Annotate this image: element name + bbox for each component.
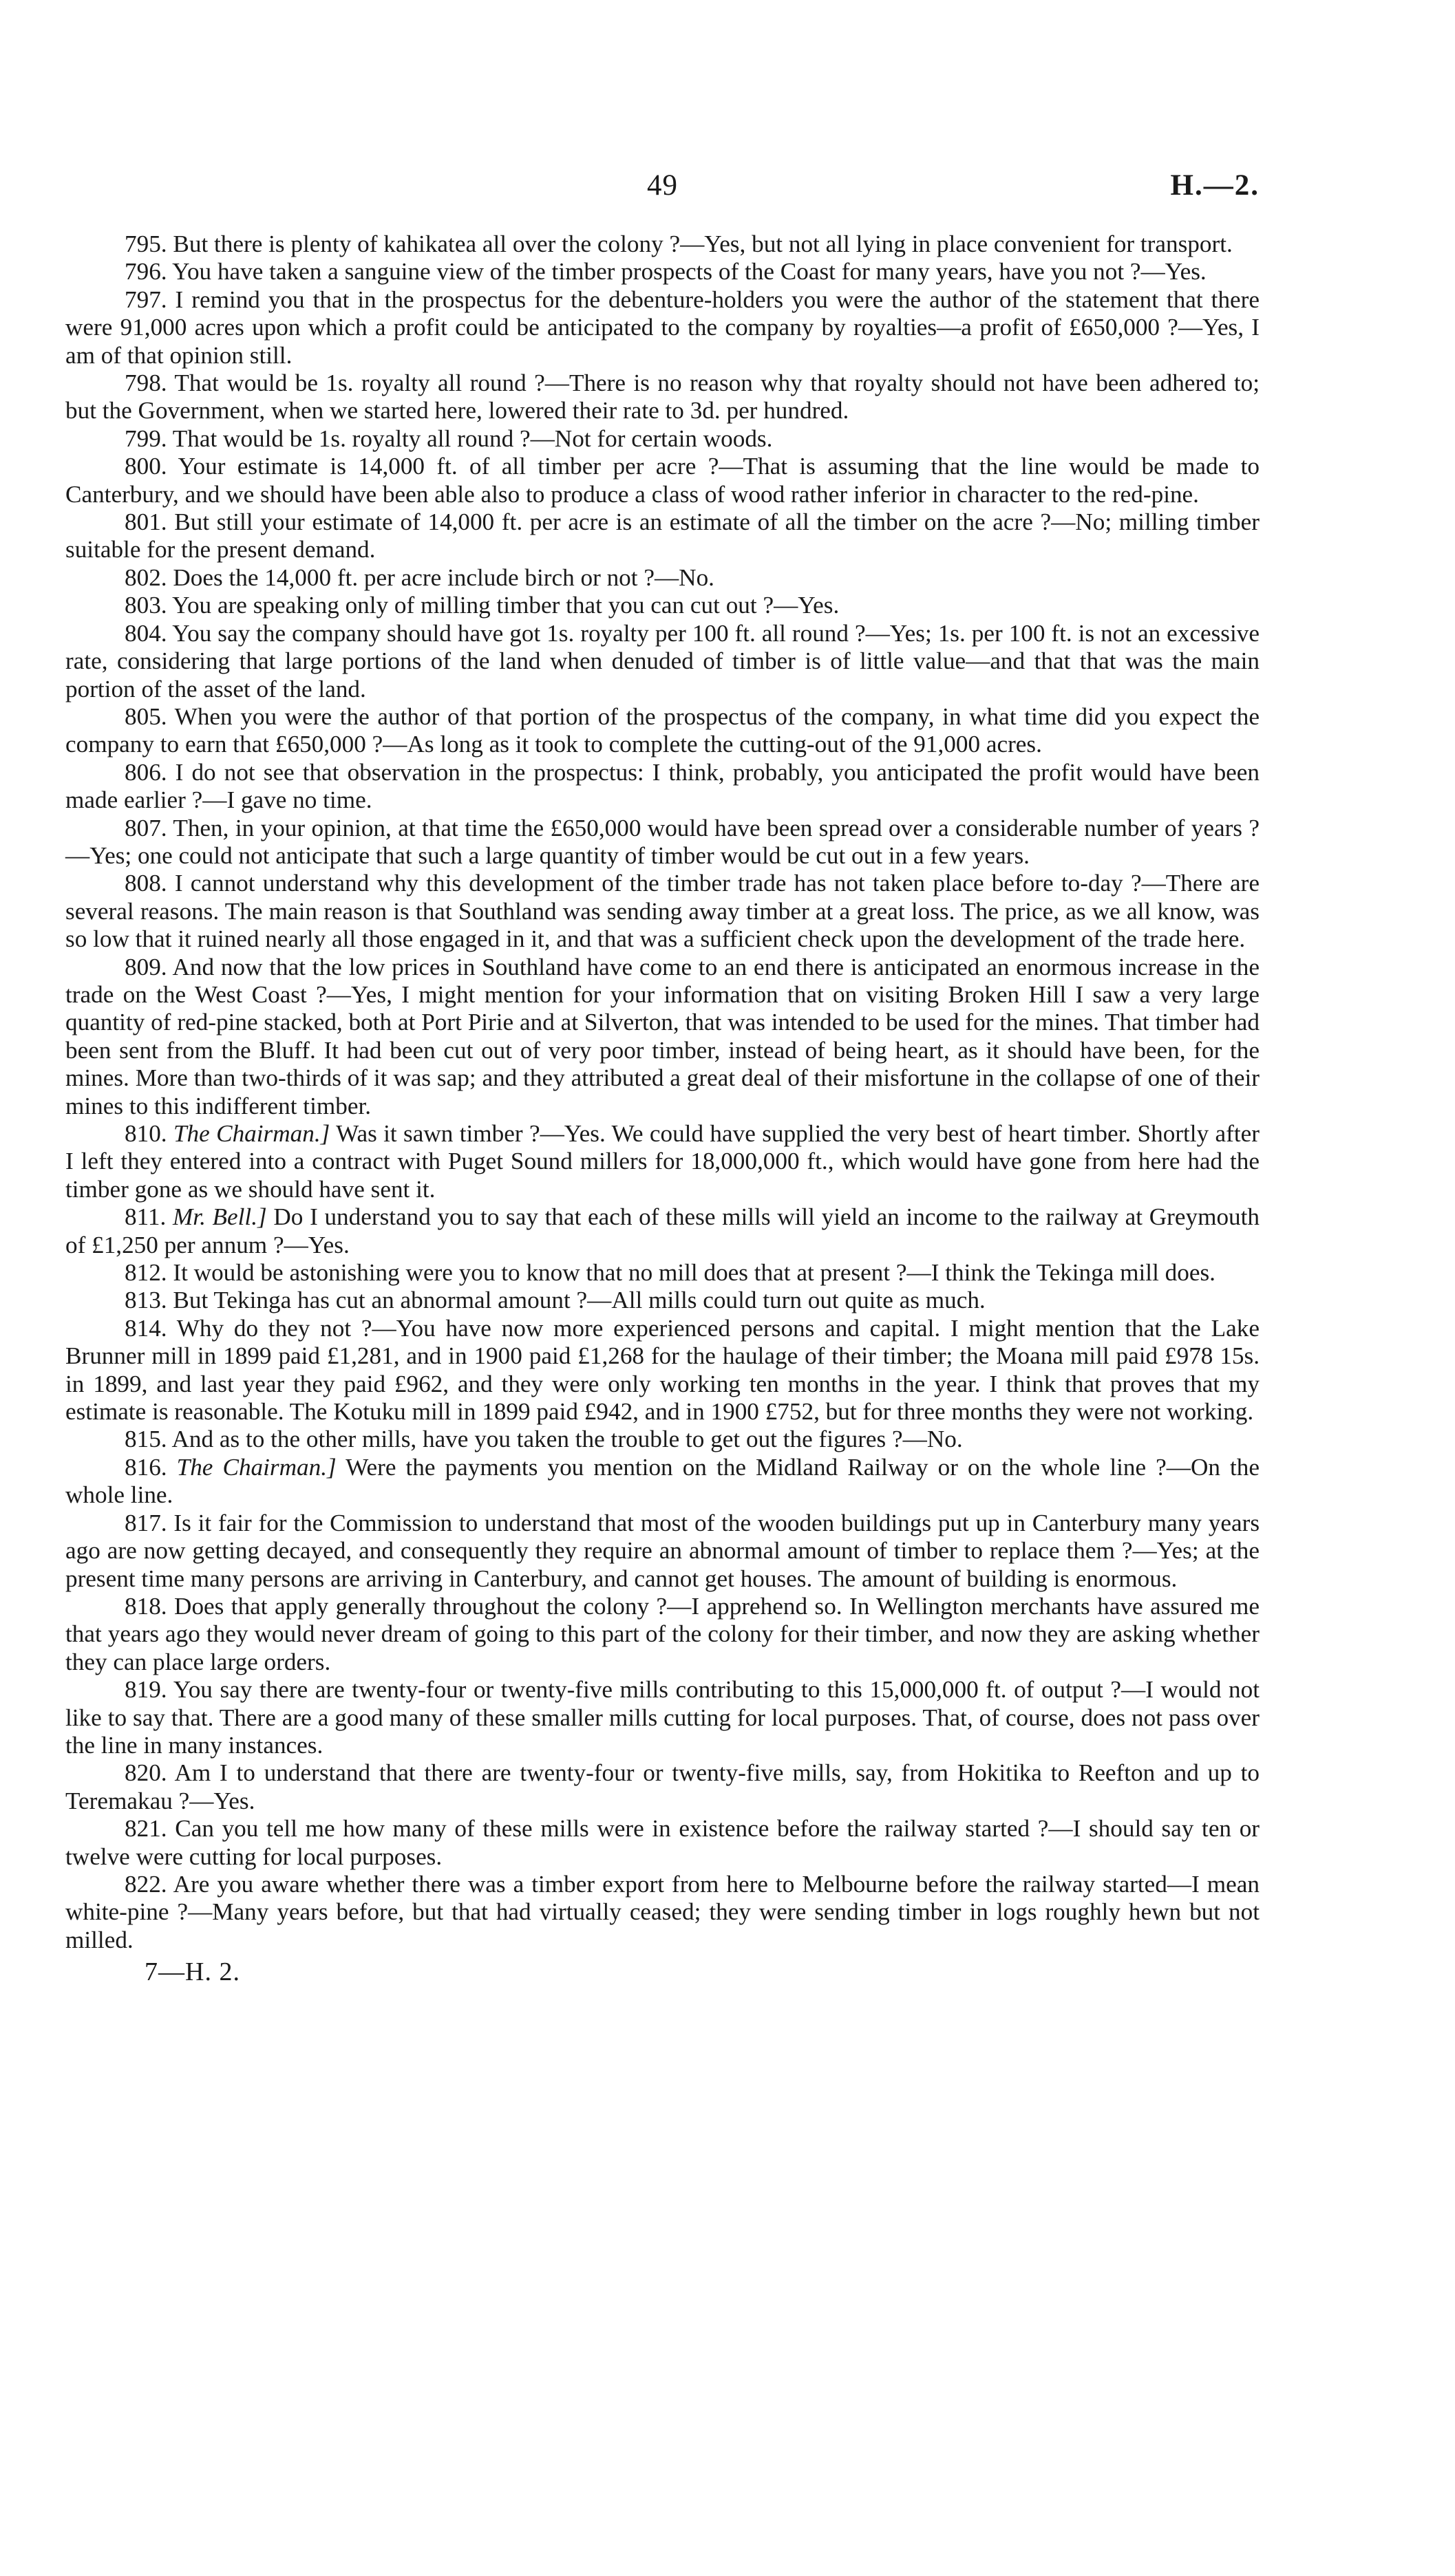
question-number: 814. <box>125 1314 167 1342</box>
question-paragraph <box>65 1454 1260 1510</box>
question-number: 812. <box>125 1259 167 1287</box>
question-number: 811. <box>125 1203 167 1231</box>
question-paragraph <box>65 620 1260 703</box>
question-number: 815. <box>125 1426 167 1453</box>
question-paragraph <box>65 286 1260 369</box>
question-paragraph <box>65 1759 1260 1815</box>
question-number: 801. <box>125 508 167 536</box>
question-paragraph <box>65 954 1260 1120</box>
question-text: Was it sawn timber ?—Yes. We could have supplied the very best of heart timber. Shortly after I left they entered into a contract with Puget Sound millers for 18,000,000 ft., which would have gone from here had the timber gone as we should have sent it. <box>65 1120 1260 1203</box>
question-text: You say the company should have got 1s. royalty per 100 ft. all round ?—Yes; 1s. per 100 ft. is not an excessive rate, considering that large portions of the land when denuded of timber is of little value—and that that was the main portion of the asset of the land. <box>65 619 1260 702</box>
question-text: Do I understand you to say that each of these mills will yield an income to the railway at Greymouth of £1,250 per annum ?—Yes. <box>65 1203 1260 1258</box>
question-paragraph <box>65 1259 1260 1287</box>
question-paragraph <box>65 815 1260 870</box>
question-number: 795. <box>125 230 167 257</box>
question-paragraph <box>65 425 1260 453</box>
question-text: That would be 1s. royalty all round ?—There is no reason why that royalty should not have been adhered to; but the Government, when we started here, lowered their rate to 3d. per hundred. <box>65 369 1260 425</box>
question-text: Can you tell me how many of these mills were in existence before the railway started ?—I should say ten or twelve were cutting for local purposes. <box>65 1815 1260 1870</box>
question-text: Is it fair for the Commission to understand that most of the wooden buildings put up in Canterbury many years ago are now getting decayed, and consequently they require an abnormal amount of timber to replace them ?—Yes; at the present time many persons are arriving in Canterbury, and cannot get houses. The amount of building is enormous. <box>65 1509 1260 1592</box>
question-number: 797. <box>125 286 167 313</box>
question-paragraph <box>65 759 1260 815</box>
question-number: 807. <box>125 814 167 841</box>
question-text: That would be 1s. royalty all round ?—Not for certain woods. <box>172 425 773 452</box>
speaker-label: The Chairman.] <box>173 1120 330 1147</box>
question-number: 799. <box>125 425 167 452</box>
question-paragraph <box>65 703 1260 759</box>
question-paragraph <box>65 1120 1260 1203</box>
question-paragraph <box>65 453 1260 508</box>
question-text: Does that apply generally throughout the colony ?—I apprehend so. In Wellington merchants have assured me that years ago they would never dream of going to this part of the colony for their timber, and now they are asking whether they can place large orders. <box>65 1592 1260 1675</box>
question-paragraph <box>65 369 1260 425</box>
question-number: 816. <box>125 1453 167 1481</box>
question-number: 808. <box>125 870 167 897</box>
question-text: I remind you that in the prospectus for the debenture-holders you were the author of the statement that there were 91,000 acres upon which a profit could be anticipated to the company by royalties—a profit of £650,000 ?—Yes, I am of that opinion still. <box>65 286 1260 369</box>
question-text: But Tekinga has cut an abnormal amount ?—All mills could turn out quite as much. <box>173 1287 986 1314</box>
question-text: You say there are twenty-four or twenty-five mills contributing to this 15,000,000 ft. of output ?—I would not like to say that. There are a good many of these smaller mills cutting for local purposes. That, of course, does not pass over the line in many instances. <box>65 1676 1260 1759</box>
question-text: When you were the author of that portion of the prospectus of the company, in what time did you expect the company to earn that £650,000 ?—As long as it took to complete the cutting-out of the 91,000 acres. <box>65 702 1260 758</box>
document-code: H.—2. <box>1170 169 1260 202</box>
question-paragraph <box>65 564 1260 592</box>
question-paragraph <box>65 230 1260 258</box>
question-number: 803. <box>125 592 167 619</box>
page-header <box>65 169 1260 210</box>
question-text: You have taken a sanguine view of the timber prospects of the Coast for many years, have you not ?—Yes. <box>172 258 1207 286</box>
question-number: 818. <box>125 1592 167 1620</box>
question-text: Your estimate is 14,000 ft. of all timber per acre ?—That is assuming that the line would be made to Canterbury, and we should have been able also to produce a class of wood rather inferior in character to the red-pine. <box>65 453 1260 508</box>
question-text: Does the 14,000 ft. per acre include birch or not ?—No. <box>173 564 714 591</box>
question-paragraph <box>65 1815 1260 1871</box>
question-number: 820. <box>125 1759 167 1787</box>
question-text: You are speaking only of milling timber that you can cut out ?—Yes. <box>172 592 840 619</box>
question-text: And as to the other mills, have you taken the trouble to get out the figures ?—No. <box>171 1426 963 1453</box>
question-number: 804. <box>125 619 167 647</box>
evidence-text <box>65 230 1260 1954</box>
question-text: But there is plenty of kahikatea all over the colony ?—Yes, but not all lying in place convenient for transport. <box>173 230 1233 257</box>
question-number: 817. <box>125 1509 167 1536</box>
question-number: 810. <box>125 1120 167 1147</box>
speaker-label: The Chairman.] <box>176 1453 337 1481</box>
question-paragraph <box>65 1426 1260 1453</box>
question-text: It would be astonishing were you to know that no mill does that at present ?—I think the Tekinga mill does. <box>173 1259 1215 1287</box>
signature-mark: 7—H. 2. <box>145 1957 240 1987</box>
question-text: Why do they not ?—You have now more experienced persons and capital. I might mention that the Lake Brunner mill in 1899 paid £1,281, and in 1900 paid £1,268 for the haulage of their timber; the Moana mill paid £978 15s. in 1899, and last year they paid £962, and they were only working ten months in the year. I think that proves that my estimate is reasonable. The Kotuku mill in 1899 paid £942, and in 1900 £752, but for three months they were not working. <box>65 1314 1260 1426</box>
question-number: 821. <box>125 1815 167 1843</box>
question-paragraph <box>65 258 1260 286</box>
question-number: 798. <box>125 369 167 397</box>
question-text: And now that the low prices in Southland have come to an end there is anticipated an enormous increase in the trade on the West Coast ?—Yes, I might mention for your information that on visiting Broken Hill I saw a very large quantity of red-pine stacked, both at Port Pirie and at Silverton, that was intended to be used for the mines. That timber had been sent from the Bluff. It had been cut out of very poor timber, instead of being heart, as it should have been, for the mines. More than two-thirds of it was sap; and they attributed a great deal of their misfortune in the collapse of one of their mines to this indifferent timber. <box>65 953 1260 1119</box>
question-paragraph <box>65 1203 1260 1259</box>
question-text: Were the payments you mention on the Midland Railway or on the whole line ?—On the whole line. <box>65 1453 1260 1509</box>
question-paragraph <box>65 1315 1260 1426</box>
document-page <box>65 169 1260 1987</box>
question-number: 813. <box>125 1287 167 1314</box>
question-number: 800. <box>125 453 167 480</box>
question-paragraph <box>65 1287 1260 1314</box>
question-paragraph <box>65 508 1260 564</box>
question-text: Am I to understand that there are twenty-four or twenty-five mills, say, from Hokitika to Reefton and up to Teremakau ?—Yes. <box>65 1759 1260 1814</box>
question-number: 802. <box>125 564 167 591</box>
question-text: Are you aware whether there was a timber export from here to Melbourne before the railway started—I mean white-pine ?—Many years before, but that had virtually ceased; they were sending timber in logs roughly hewn but not milled. <box>65 1870 1260 1953</box>
question-number: 805. <box>125 702 167 730</box>
question-text: Then, in your opinion, at that time the £650,000 would have been spread over a considerable number of years ?—Yes; one could not anticipate that such a large quantity of timber would be cut out in a few years. <box>65 814 1260 869</box>
question-paragraph <box>65 1510 1260 1593</box>
question-number: 819. <box>125 1676 167 1704</box>
question-number: 806. <box>125 758 167 786</box>
question-paragraph <box>65 1871 1260 1954</box>
question-paragraph <box>65 870 1260 953</box>
question-text: I cannot understand why this development of the timber trade has not taken place before to-day ?—There are several reasons. The main reason is that Southland was sending away timber at a great loss. The price, as we all know, was so low that it ruined nearly all those engaged in it, and that was a sufficient check upon the development of the trade here. <box>65 870 1260 953</box>
question-number: 796. <box>125 258 167 286</box>
question-paragraph <box>65 592 1260 619</box>
question-text: I do not see that observation in the prospectus: I think, probably, you anticipated the profit would have been made earlier ?—I gave no time. <box>65 758 1260 814</box>
page-number: 49 <box>647 169 678 202</box>
question-text: But still your estimate of 14,000 ft. per acre is an estimate of all the timber on the acre ?—No; milling timber suitable for the present demand. <box>65 508 1260 564</box>
question-number: 809. <box>125 953 167 980</box>
speaker-label: Mr. Bell.] <box>172 1203 267 1231</box>
question-paragraph <box>65 1676 1260 1759</box>
question-number: 822. <box>125 1870 167 1898</box>
question-paragraph <box>65 1593 1260 1676</box>
